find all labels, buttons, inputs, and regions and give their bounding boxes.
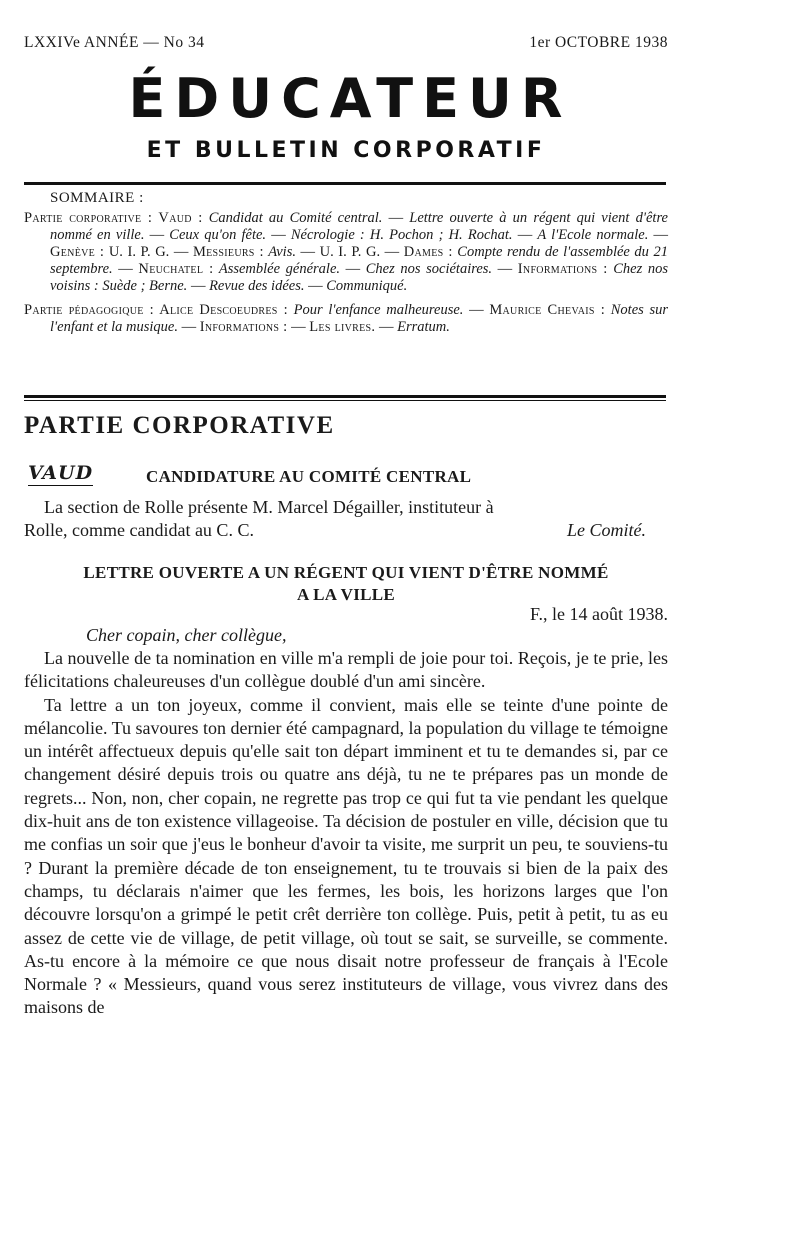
candidature-line: La section de Rolle présente M. Marcel Dégailler, instituteur à [44,497,494,517]
journal-title: ÉDUCATEUR [128,67,572,130]
issue-header [24,34,668,52]
toc-entry: Compte rendu de l'assemblée du 21 septembre. [50,244,669,277]
letter-salutation: Cher copain, cher collègue, [86,625,287,645]
issue-date: 1er OCTOBRE 1938 [529,34,668,51]
toc-entry: Erratum. [397,319,450,335]
toc-entry: Ceux qu'on fête. [169,227,267,243]
toc-entry: Nécrologie : H. Pochon ; H. Rochat. [290,227,513,243]
toc-partie-pedagogique [24,302,668,336]
candidature-notice [24,496,668,543]
toc-entry: — [144,227,170,243]
section-title: PARTIE CORPORATIVE [24,412,335,439]
toc-entry: Vaud : [152,210,203,226]
toc-entry: — U. I. P. G. — [295,244,404,260]
candidature-title: CANDIDATURE AU COMITÉ CENTRAL [146,467,472,486]
letter-paragraph: La nouvelle de ta nomination en ville m'a rempli de joie pour toi. Reçois, je te prie, les félicitations chaleureuses d'un collègue doublé d'un ami sincère. [24,648,668,692]
letter-title [24,562,668,606]
letter-body [24,647,668,1020]
toc-entry: — [340,261,366,277]
letter-dateline: F., le 14 août 1938. [529,604,668,624]
toc-divider-bottom [24,400,666,401]
candidature-text: Rolle, comme candidat au C. C. [24,520,254,541]
canton-heading: VAUD [28,462,94,484]
toc-entry: Chez nos voisins : Suède ; Berne. [50,261,668,294]
letter-title-line: LETTRE OUVERTE A UN RÉGENT QUI VIENT D'ÊTRE NOMMÉ [83,563,609,582]
candidature-line [24,519,668,542]
toc-entry: Assemblée générale. [213,261,341,277]
masthead [24,68,668,164]
toc-entry: Alice Descoeudres : [154,302,288,318]
toc-partie-corporative [24,210,668,295]
journal-subtitle: ET BULLETIN CORPORATIF [146,138,546,163]
candidature-signature: Le Comité. [567,520,646,541]
letter-title-line: A LA VILLE [296,585,396,604]
toc-entry: — [648,227,668,243]
toc-divider-top [24,395,666,398]
toc-entry: Messieurs : [192,244,264,260]
toc-entry: Pour l'enfance malheureuse. [287,302,464,318]
toc-entry: Partie corporative : [24,210,153,226]
toc-entry: — [187,278,210,294]
toc-entry: Dames : [403,244,453,260]
toc-entry: Revue des idées. [209,278,305,294]
toc-entry: — [382,210,410,226]
toc-entry: Candidat au Comité central. [202,210,383,226]
masthead-divider [24,182,666,185]
toc-entry: Communiqué. [326,278,408,294]
toc-entry: Informations : [517,261,608,277]
toc-entry: Genève : [50,244,105,260]
toc-entry: — [304,278,327,294]
toc-entry: U. I. P. G. — [104,244,193,260]
toc-entry: Lettre ouverte à un régent qui vient d'être nommé en ville. [50,210,668,243]
toc-entry: Les livres. [309,319,376,335]
toc-entry: — [512,227,538,243]
toc-entry: Chez nos sociétaires. [365,261,493,277]
toc-entry: — [492,261,518,277]
toc-entry: — [375,319,398,335]
toc-entry: A l'Ecole normale. [537,227,649,243]
toc-entry: — [177,319,200,335]
toc-entry: — [287,319,310,335]
toc-title: SOMMAIRE : [50,190,144,206]
letter-paragraph: Ta lettre a un ton joyeux, comme il convient, mais elle se teinte d'une pointe de mélancolie. Tu savoures ton dernier été campagnard, la population du village te témoigne un intérêt affectueux depuis qu'elle sait ton départ imminent et tu te demandes si, par ce changement désiré depuis trois ou quatre ans déjà, tu ne te prépares pas un monde de regrets... Non, non, cher copain, ne regrette pas trop ce qui fut ta vie pendant les quelque dix-huit ans de ton existence villageoise. Ta décision de postuler en ville, décision que tu me confias un soir que j'eus le bonheur d'avoir ta visite, me surprit un peu, te souviens-tu ? Durant la première décade de ton enseignement, tu te trouvais si bien de la paix des champs, tu déclarais n'aimer que les fermes, les bois, les horizons larges que l'on découvre lorsqu'on a grimpé le petit crêt derrière ton collège. Puis, petit à petit, tu as eu assez de cette vie de village, de petit village, où tout se sait, se surveille, se commente. As-tu encore à la mémoire ce que nous disait notre professeur de français à l'Ecole Normale ? « Messieurs, quand vous serez instituteurs de village, vous vivrez dans des maisons de [24,694,668,1018]
toc-entry: Avis. [263,244,296,260]
toc-entry: Neuchatel : [138,261,214,277]
toc-entry: Notes sur l'enfant et la musique. [50,302,669,335]
toc-entry: — [463,302,490,318]
toc-entry: Informations : [199,319,288,335]
toc-entry: Partie pédagogique : [24,302,154,318]
toc-entry: Maurice Chevais : [489,302,606,318]
table-of-contents [24,190,668,336]
toc-entry: — [266,227,291,243]
issue-number: LXXIVe ANNÉE — No 34 [24,34,205,51]
toc-entry: — [112,261,139,277]
